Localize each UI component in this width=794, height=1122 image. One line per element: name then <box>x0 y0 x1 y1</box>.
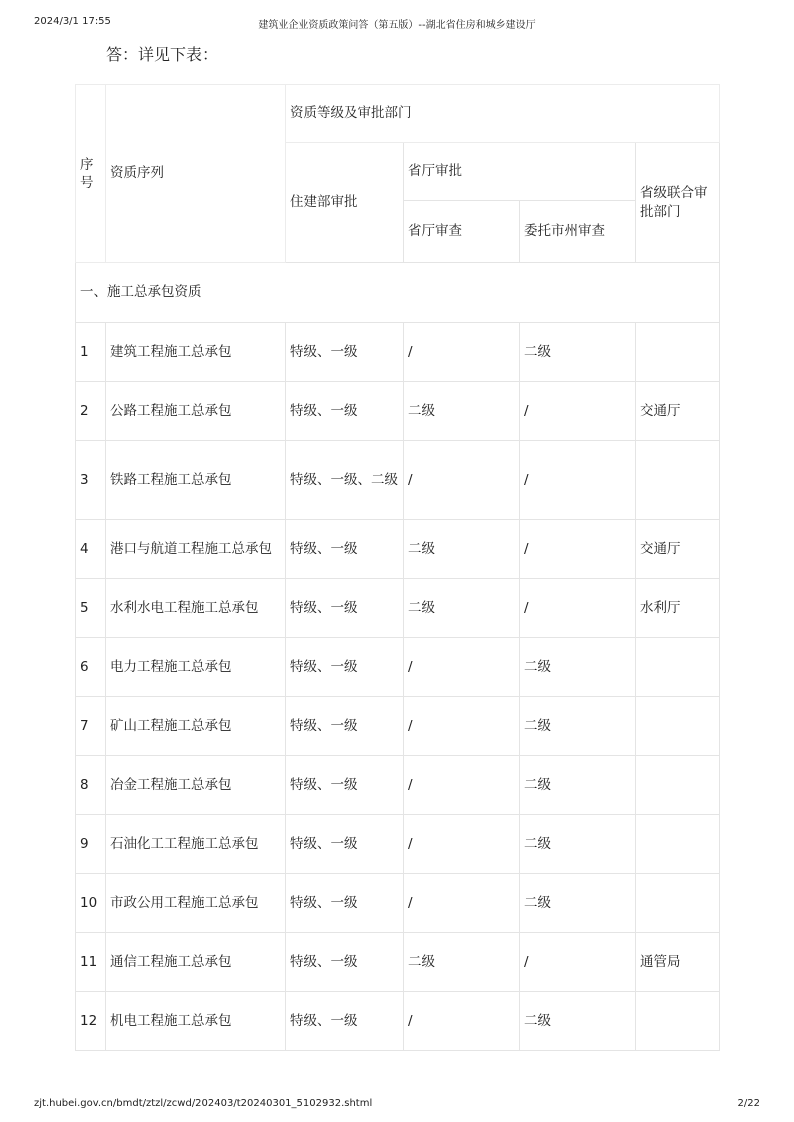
table-row <box>76 638 720 697</box>
header-serial: 序号 <box>80 156 94 191</box>
row-joint-dept-cell <box>636 382 720 441</box>
row-joint-dept-cell <box>636 992 720 1051</box>
row-ministry: 特级、一级 <box>290 894 358 911</box>
row-ministry-cell <box>286 992 404 1051</box>
section-title: 一、施工总承包资质 <box>80 284 202 300</box>
row-serial: 11 <box>80 953 98 970</box>
row-joint-dept-cell <box>636 579 720 638</box>
row-ministry: 特级、一级 <box>290 402 358 419</box>
table-row <box>76 933 720 992</box>
row-sequence: 水利水电工程施工总承包 <box>110 599 259 616</box>
row-provincial-review: / <box>408 658 413 675</box>
row-provincial-review: / <box>408 776 413 793</box>
row-provincial-review-cell <box>404 815 520 874</box>
row-ministry: 特级、一级 <box>290 658 358 675</box>
row-ministry: 特级、一级 <box>290 717 358 734</box>
table-row <box>76 992 720 1051</box>
row-ministry: 特级、一级 <box>290 776 358 793</box>
row-city-review: 二级 <box>524 658 551 675</box>
row-provincial-review: 二级 <box>408 953 435 970</box>
row-ministry-cell <box>286 520 404 579</box>
table-row <box>76 441 720 520</box>
table-row <box>76 697 720 756</box>
table-row <box>76 874 720 933</box>
row-provincial-review: / <box>408 343 413 360</box>
row-serial-cell <box>76 382 106 441</box>
row-city-review-cell <box>520 815 636 874</box>
row-sequence-cell <box>106 992 286 1051</box>
row-provincial-review-cell <box>404 579 520 638</box>
row-provincial-review: 二级 <box>408 540 435 557</box>
row-ministry-cell <box>286 441 404 520</box>
row-sequence-cell <box>106 323 286 382</box>
row-serial-cell <box>76 933 106 992</box>
row-city-review: / <box>524 953 529 970</box>
row-provincial-review: / <box>408 894 413 911</box>
header-city-review-cell <box>520 201 636 263</box>
page-title: 建筑业企业资质政策问答（第五版）--湖北省住房和城乡建设厅 <box>258 20 536 31</box>
row-ministry-cell <box>286 382 404 441</box>
header-sequence-cell <box>106 85 286 263</box>
row-provincial-review: 二级 <box>408 599 435 616</box>
row-sequence: 机电工程施工总承包 <box>110 1012 232 1029</box>
row-ministry-cell <box>286 815 404 874</box>
row-city-review: / <box>524 471 529 488</box>
row-city-review-cell <box>520 382 636 441</box>
table-row <box>76 323 720 382</box>
row-provincial-review-cell <box>404 638 520 697</box>
row-provincial-review: / <box>408 471 413 488</box>
row-city-review-cell <box>520 874 636 933</box>
row-city-review-cell <box>520 579 636 638</box>
row-serial: 5 <box>80 599 89 616</box>
row-ministry-cell <box>286 756 404 815</box>
row-provincial-review: 二级 <box>408 402 435 419</box>
row-serial-cell <box>76 638 106 697</box>
row-ministry: 特级、一级 <box>290 599 358 616</box>
row-joint-dept: 交通厅 <box>640 402 681 419</box>
row-joint-dept-cell <box>636 697 720 756</box>
row-city-review: 二级 <box>524 343 551 360</box>
row-provincial-review-cell <box>404 382 520 441</box>
header-ministry: 住建部审批 <box>290 194 358 210</box>
row-serial-cell <box>76 756 106 815</box>
row-sequence: 通信工程施工总承包 <box>110 953 232 970</box>
table-row <box>76 382 720 441</box>
row-serial-cell <box>76 579 106 638</box>
row-joint-dept: 通管局 <box>640 953 681 970</box>
row-provincial-review-cell <box>404 323 520 382</box>
row-city-review: / <box>524 540 529 557</box>
row-serial: 12 <box>80 1012 98 1029</box>
row-city-review-cell <box>520 933 636 992</box>
row-sequence: 石油化工工程施工总承包 <box>110 835 259 852</box>
table-row <box>76 815 720 874</box>
row-ministry-cell <box>286 638 404 697</box>
header-level-dept: 资质等级及审批部门 <box>290 105 412 121</box>
row-city-review-cell <box>520 323 636 382</box>
row-sequence-cell <box>106 441 286 520</box>
row-serial: 4 <box>80 540 89 557</box>
row-joint-dept-cell <box>636 756 720 815</box>
row-city-review-cell <box>520 520 636 579</box>
print-datetime: 2024/3/1 17:55 <box>34 16 111 27</box>
row-joint-dept-cell <box>636 815 720 874</box>
row-joint-dept-cell <box>636 638 720 697</box>
table-row <box>76 579 720 638</box>
row-serial-cell <box>76 992 106 1051</box>
row-serial-cell <box>76 441 106 520</box>
row-serial-cell <box>76 697 106 756</box>
row-sequence-cell <box>106 756 286 815</box>
row-ministry: 特级、一级 <box>290 835 358 852</box>
row-serial-cell <box>76 520 106 579</box>
row-serial: 10 <box>80 894 98 911</box>
header-level-dept-cell <box>286 85 720 143</box>
row-joint-dept-cell <box>636 441 720 520</box>
row-sequence: 电力工程施工总承包 <box>110 658 232 675</box>
row-joint-dept: 水利厅 <box>640 599 681 616</box>
row-sequence: 建筑工程施工总承包 <box>110 343 232 360</box>
row-serial: 1 <box>80 343 89 360</box>
row-sequence-cell <box>106 697 286 756</box>
row-provincial-review: / <box>408 1012 413 1029</box>
row-ministry-cell <box>286 933 404 992</box>
page-number: 2/22 <box>737 1098 760 1109</box>
row-ministry: 特级、一级 <box>290 1012 358 1029</box>
row-sequence: 铁路工程施工总承包 <box>110 471 232 488</box>
row-city-review-cell <box>520 441 636 520</box>
row-serial-cell <box>76 874 106 933</box>
row-city-review-cell <box>520 638 636 697</box>
qualification-table <box>75 84 720 1051</box>
row-city-review: 二级 <box>524 776 551 793</box>
row-serial-cell <box>76 323 106 382</box>
page-url: zjt.hubei.gov.cn/bmdt/ztzl/zcwd/202403/t20240301_5102932.shtml <box>34 1098 373 1109</box>
header-provincial-cell <box>404 143 636 201</box>
row-joint-dept-cell <box>636 323 720 382</box>
header-city-review: 委托市州审查 <box>524 223 605 239</box>
row-sequence-cell <box>106 520 286 579</box>
table-row <box>76 520 720 579</box>
header-serial-cell <box>76 85 106 263</box>
row-serial: 2 <box>80 402 89 419</box>
row-ministry: 特级、一级、二级 <box>290 471 398 488</box>
row-city-review-cell <box>520 756 636 815</box>
row-city-review: 二级 <box>524 1012 551 1029</box>
row-provincial-review-cell <box>404 992 520 1051</box>
row-sequence-cell <box>106 933 286 992</box>
row-joint-dept-cell <box>636 520 720 579</box>
header-provincial-review: 省厅审查 <box>408 223 462 239</box>
row-ministry: 特级、一级 <box>290 343 358 360</box>
row-provincial-review-cell <box>404 874 520 933</box>
row-serial-cell <box>76 815 106 874</box>
row-joint-dept: 交通厅 <box>640 540 681 557</box>
row-city-review: 二级 <box>524 835 551 852</box>
row-serial: 6 <box>80 658 89 675</box>
row-ministry: 特级、一级 <box>290 953 358 970</box>
row-sequence: 矿山工程施工总承包 <box>110 717 232 734</box>
row-ministry-cell <box>286 323 404 382</box>
table-row <box>76 756 720 815</box>
row-joint-dept-cell <box>636 933 720 992</box>
section-title-cell <box>76 263 720 323</box>
row-city-review: 二级 <box>524 894 551 911</box>
row-provincial-review: / <box>408 717 413 734</box>
row-provincial-review-cell <box>404 441 520 520</box>
row-serial: 8 <box>80 776 89 793</box>
row-provincial-review: / <box>408 835 413 852</box>
row-city-review: 二级 <box>524 717 551 734</box>
row-ministry-cell <box>286 874 404 933</box>
row-ministry-cell <box>286 697 404 756</box>
answer-intro: 答：详见下表： <box>106 45 219 64</box>
row-city-review: / <box>524 402 529 419</box>
row-serial: 9 <box>80 835 89 852</box>
row-sequence: 冶金工程施工总承包 <box>110 776 232 793</box>
row-ministry: 特级、一级 <box>290 540 358 557</box>
row-provincial-review-cell <box>404 697 520 756</box>
row-serial: 7 <box>80 717 89 734</box>
row-sequence-cell <box>106 874 286 933</box>
row-sequence: 港口与航道工程施工总承包 <box>110 540 272 557</box>
header-sequence: 资质序列 <box>110 165 164 181</box>
row-sequence: 市政公用工程施工总承包 <box>110 894 259 911</box>
row-city-review: / <box>524 599 529 616</box>
header-joint: 省级联合审批部门 <box>640 184 708 220</box>
row-sequence-cell <box>106 815 286 874</box>
row-provincial-review-cell <box>404 756 520 815</box>
header-ministry-cell <box>286 143 404 263</box>
row-city-review-cell <box>520 697 636 756</box>
row-provincial-review-cell <box>404 933 520 992</box>
row-provincial-review-cell <box>404 520 520 579</box>
row-ministry-cell <box>286 579 404 638</box>
row-serial: 3 <box>80 471 89 488</box>
header-provincial-review-cell <box>404 201 520 263</box>
header-provincial: 省厅审批 <box>408 163 462 179</box>
row-joint-dept-cell <box>636 874 720 933</box>
row-sequence: 公路工程施工总承包 <box>110 402 232 419</box>
row-sequence-cell <box>106 579 286 638</box>
header-joint-cell <box>636 143 720 263</box>
row-sequence-cell <box>106 638 286 697</box>
row-city-review-cell <box>520 992 636 1051</box>
row-sequence-cell <box>106 382 286 441</box>
